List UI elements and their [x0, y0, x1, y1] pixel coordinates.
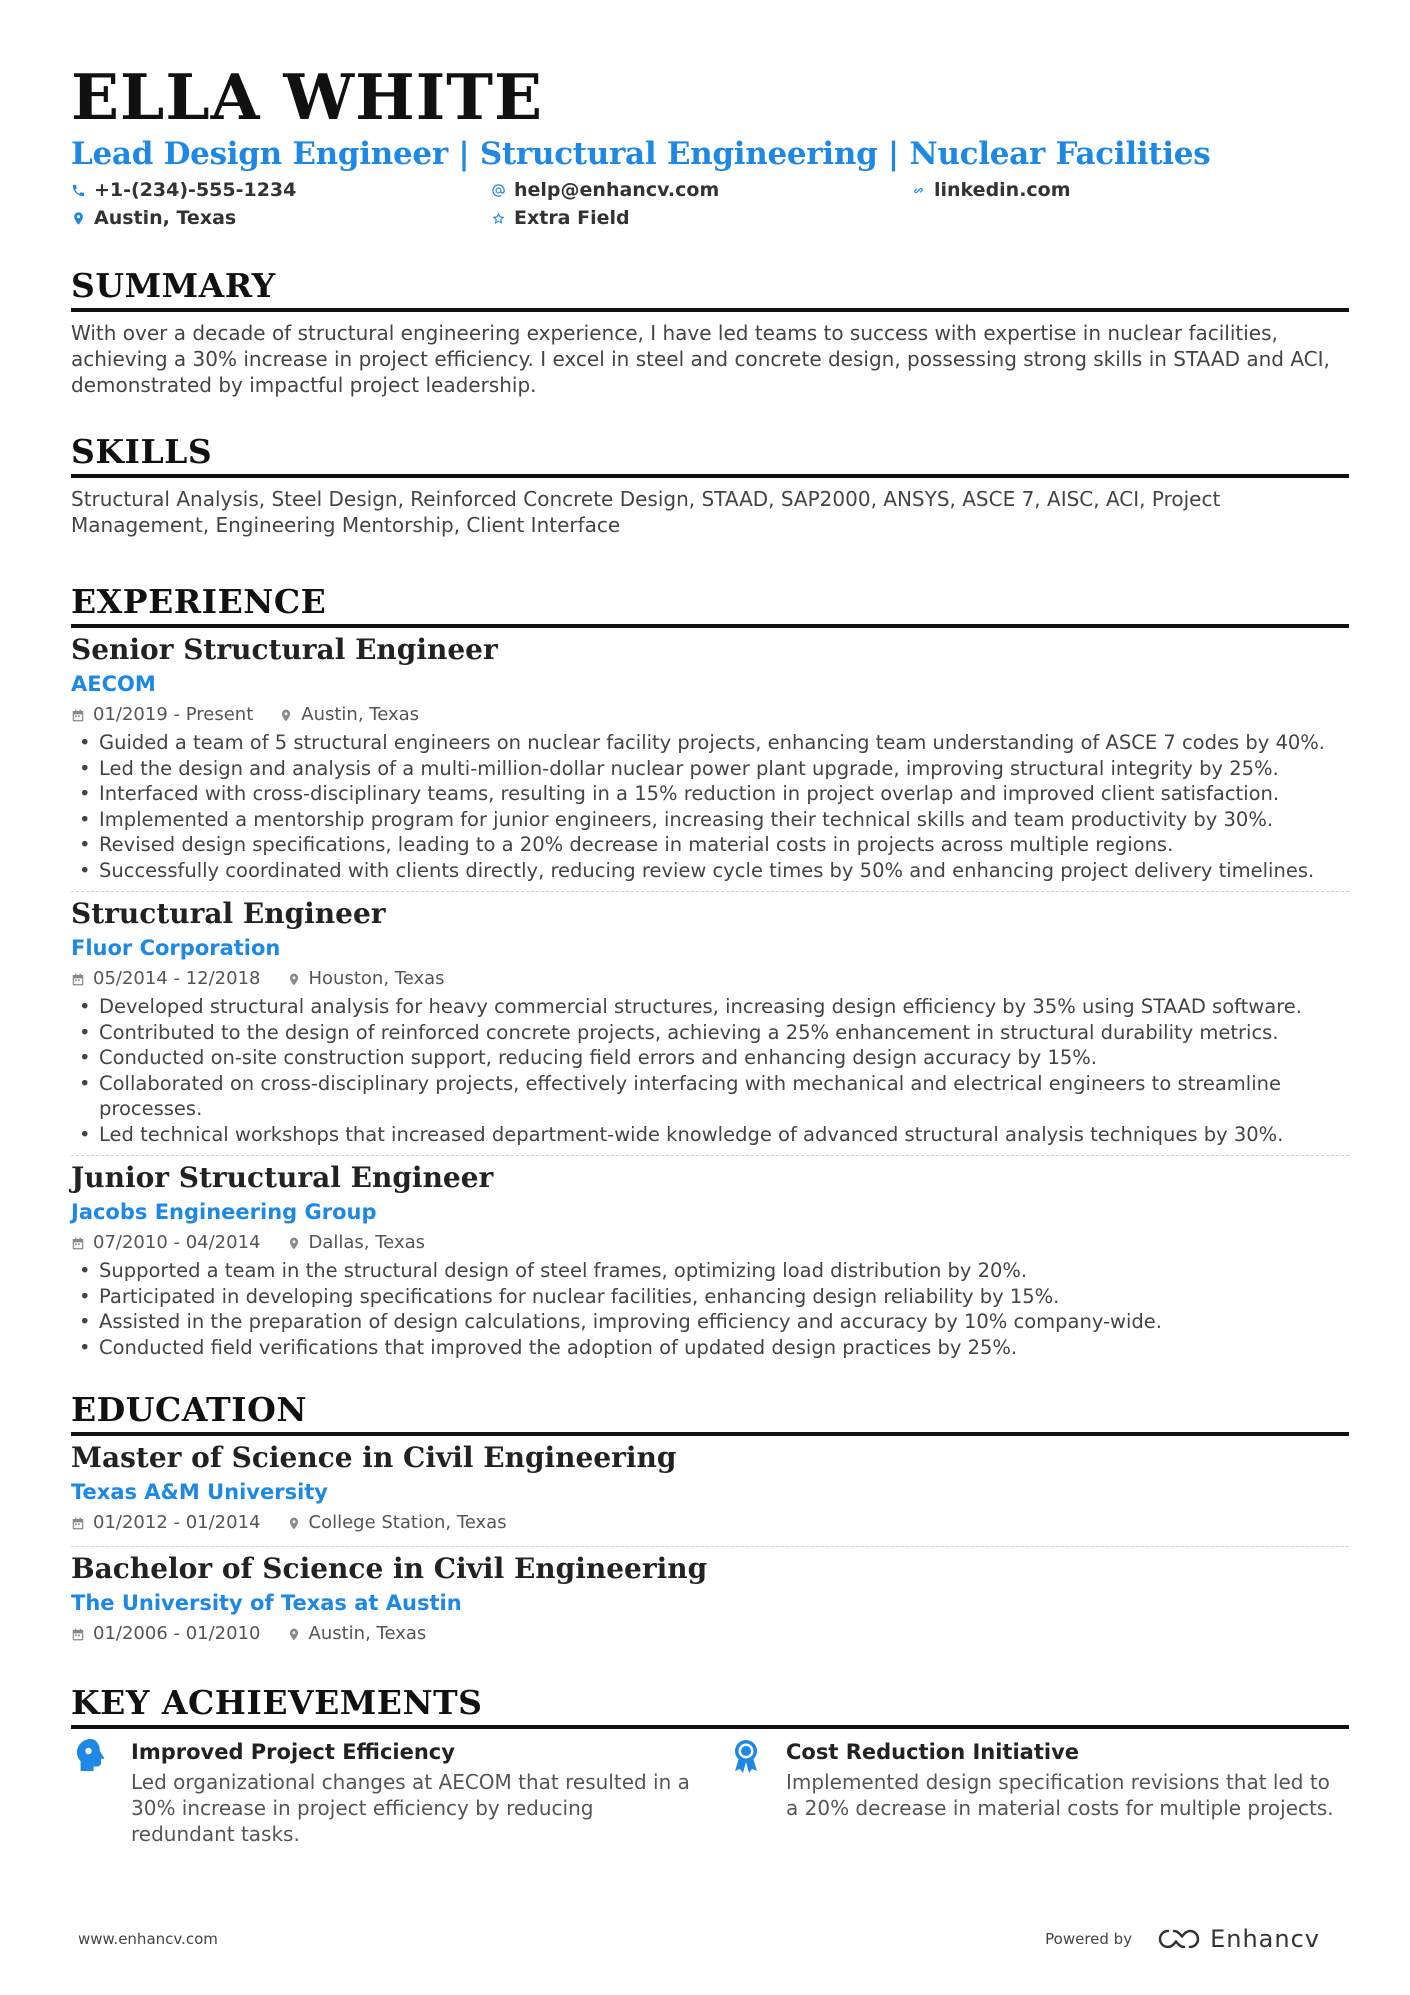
skills-text: Structural Analysis, Steel Design, Reinforced Concrete Design, STAAD, SAP2000, ANSYS, ASCE 7, AISC, ACI, Project Management, Engineering Mentorship, Client Interface	[71, 487, 1221, 537]
job-location: Dallas, Texas	[308, 1232, 425, 1253]
star-icon	[491, 211, 506, 226]
job-entry	[71, 896, 1349, 1147]
company-name: Jacobs Engineering Group	[71, 1200, 377, 1224]
degree-title: Bachelor of Science in Civil Engineering	[71, 1552, 708, 1585]
summary-section	[71, 266, 1349, 398]
achievement-description: Implemented design specification revisions that led to a 20% decrease in material costs for multiple projects.	[786, 1770, 1334, 1820]
brand-name: Enhancv	[1210, 1925, 1320, 1953]
bullet-item: • Participated in developing specifications for nuclear facilities, enhancing design reliability by 15%.	[99, 1284, 1349, 1310]
education-section	[71, 1390, 1349, 1649]
contact-extra	[491, 206, 911, 230]
bullet-item: • Conducted field verifications that improved the adoption of updated design practices by 25%.	[99, 1335, 1349, 1361]
bullet-item: • Successfully coordinated with clients directly, reducing review cycle times by 50% and enhancing project delivery timelines.	[99, 858, 1349, 884]
location-text: Austin, Texas	[94, 207, 237, 229]
linkedin-text: linkedin.com	[934, 179, 1071, 201]
education-meta	[71, 1508, 1349, 1538]
extra-text: Extra Field	[514, 207, 630, 229]
job-dates: 01/2019 - Present	[93, 704, 254, 725]
job-meta	[71, 1228, 1349, 1258]
at-icon	[491, 183, 506, 198]
school-name: Texas A&M University	[71, 1480, 328, 1504]
entry-divider	[71, 891, 1349, 892]
infinity-logo-icon	[1156, 1927, 1202, 1951]
calendar-icon	[71, 1516, 85, 1531]
school-name: The University of Texas at Austin	[71, 1591, 462, 1615]
calendar-icon	[71, 972, 85, 987]
degree-title: Master of Science in Civil Engineering	[71, 1441, 677, 1474]
job-title: Senior Structural Engineer	[71, 633, 498, 666]
education-entry	[71, 1440, 1349, 1538]
education-location: College Station, Texas	[308, 1512, 507, 1533]
calendar-icon	[71, 708, 85, 723]
headline: Lead Design Engineer | Structural Engineering | Nuclear Facilities	[71, 136, 1211, 172]
achievement-item	[71, 1735, 726, 1847]
job-meta	[71, 964, 1349, 994]
bullet-item: • Revised design specifications, leading to a 20% decrease in material costs in projects across multiple regions.	[99, 832, 1349, 858]
contact-linkedin[interactable]	[911, 178, 1211, 202]
map-pin-icon	[287, 1516, 301, 1531]
enhancv-logo[interactable]	[1156, 1925, 1320, 1953]
achievements-grid	[71, 1735, 1349, 1847]
bullet-item: • Developed structural analysis for heavy commercial structures, increasing design efficiency by 35% using STAAD software.	[99, 994, 1349, 1020]
achievement-title: Cost Reduction Initiative	[786, 1740, 1079, 1764]
calendar-icon	[71, 1627, 85, 1642]
achievements-title: KEY ACHIEVEMENTS	[71, 1683, 483, 1722]
job-meta	[71, 700, 1349, 730]
company-name: Fluor Corporation	[71, 936, 281, 960]
job-title: Junior Structural Engineer	[71, 1161, 494, 1194]
bullet-item: • Conducted on-site construction support, reducing field errors and enhancing design accuracy by 15%.	[99, 1045, 1349, 1071]
job-entry	[71, 632, 1349, 883]
map-pin-icon	[279, 708, 293, 723]
calendar-icon	[71, 1236, 85, 1251]
bullet-item: • Implemented a mentorship program for junior engineers, increasing their technical skills and team productivity by 30%.	[99, 807, 1349, 833]
skills-title: SKILLS	[71, 432, 213, 471]
bullet-item: • Led the design and analysis of a multi-million-dollar nuclear power plant upgrade, improving structural integrity by 25%.	[99, 756, 1349, 782]
summary-title: SUMMARY	[71, 266, 276, 305]
education-dates: 01/2012 - 01/2014	[93, 1512, 261, 1533]
bullet-item: • Interfaced with cross-disciplinary teams, resulting in a 15% reduction in project overlap and improved client satisfaction.	[99, 781, 1349, 807]
phone-icon	[71, 183, 86, 198]
section-divider	[71, 624, 1349, 628]
education-location: Austin, Texas	[308, 1623, 427, 1644]
section-divider	[71, 308, 1349, 312]
achievements-section	[71, 1683, 1349, 1847]
entry-divider	[71, 1155, 1349, 1156]
job-dates: 05/2014 - 12/2018	[93, 968, 261, 989]
summary-text: With over a decade of structural engineering experience, I have led teams to success with expertise in nuclear facilities, achieving a 30% increase in project efficiency. I excel in steel and concrete design, possessing strong skills in STAAD and ACI, demonstrated by impactful project leadership.	[71, 321, 1330, 397]
job-location: Houston, Texas	[308, 968, 445, 989]
bullet-item: • Supported a team in the structural design of steel frames, optimizing load distribution by 20%.	[99, 1258, 1349, 1284]
powered-by-label: Powered by	[1045, 1930, 1133, 1948]
job-bullets	[71, 994, 1349, 1147]
job-dates: 07/2010 - 04/2014	[93, 1232, 261, 1253]
bullet-item: • Contributed to the design of reinforced concrete projects, achieving a 25% enhancement in structural durability metrics.	[99, 1020, 1349, 1046]
achievement-title: Improved Project Efficiency	[131, 1740, 455, 1764]
achievement-item	[726, 1735, 1346, 1847]
experience-title: EXPERIENCE	[71, 582, 327, 621]
page-footer	[78, 1925, 1320, 1953]
experience-section	[71, 582, 1349, 1360]
skills-section	[71, 432, 1349, 538]
map-pin-icon	[287, 972, 301, 987]
contact-phone[interactable]	[71, 178, 491, 202]
section-divider	[71, 1432, 1349, 1436]
job-bullets	[71, 1258, 1349, 1360]
map-pin-icon	[287, 1627, 301, 1642]
education-entry	[71, 1551, 1349, 1649]
job-bullets	[71, 730, 1349, 883]
link-icon	[911, 183, 926, 198]
company-name: AECOM	[71, 672, 156, 696]
education-dates: 01/2006 - 01/2010	[93, 1623, 261, 1644]
section-divider	[71, 1725, 1349, 1729]
award-ribbon-icon	[726, 1735, 766, 1775]
contact-email[interactable]	[491, 178, 911, 202]
job-entry	[71, 1160, 1349, 1360]
job-title: Structural Engineer	[71, 897, 386, 930]
bullet-item: • Led technical workshops that increased department-wide knowledge of advanced structural analysis techniques by 30%.	[99, 1122, 1349, 1148]
email-text: help@enhancv.com	[514, 179, 720, 201]
candidate-name: ELLA WHITE	[71, 60, 544, 134]
footer-website[interactable]: www.enhancv.com	[78, 1930, 218, 1948]
bullet-item: • Guided a team of 5 structural engineers on nuclear facility projects, enhancing team understanding of ASCE 7 codes by 40%.	[99, 730, 1349, 756]
job-location: Austin, Texas	[301, 704, 420, 725]
achievement-description: Led organizational changes at AECOM that resulted in a 30% increase in project efficiency by reducing redundant tasks.	[131, 1770, 690, 1846]
map-pin-icon	[71, 211, 86, 226]
section-divider	[71, 474, 1349, 478]
bullet-item: • Assisted in the preparation of design calculations, improving efficiency and accuracy by 10% company-wide.	[99, 1309, 1349, 1335]
map-pin-icon	[287, 1236, 301, 1251]
contact-info	[71, 178, 1349, 230]
education-title: EDUCATION	[71, 1390, 308, 1429]
head-icon	[71, 1735, 111, 1775]
bullet-item: • Collaborated on cross-disciplinary projects, effectively interfacing with mechanical and electrical engineers to streamline processes.	[99, 1071, 1349, 1122]
powered-by	[1045, 1925, 1320, 1953]
education-meta	[71, 1619, 1349, 1649]
entry-divider	[71, 1546, 1349, 1547]
contact-location	[71, 206, 491, 230]
phone-text: +1-(234)-555-1234	[94, 179, 297, 201]
